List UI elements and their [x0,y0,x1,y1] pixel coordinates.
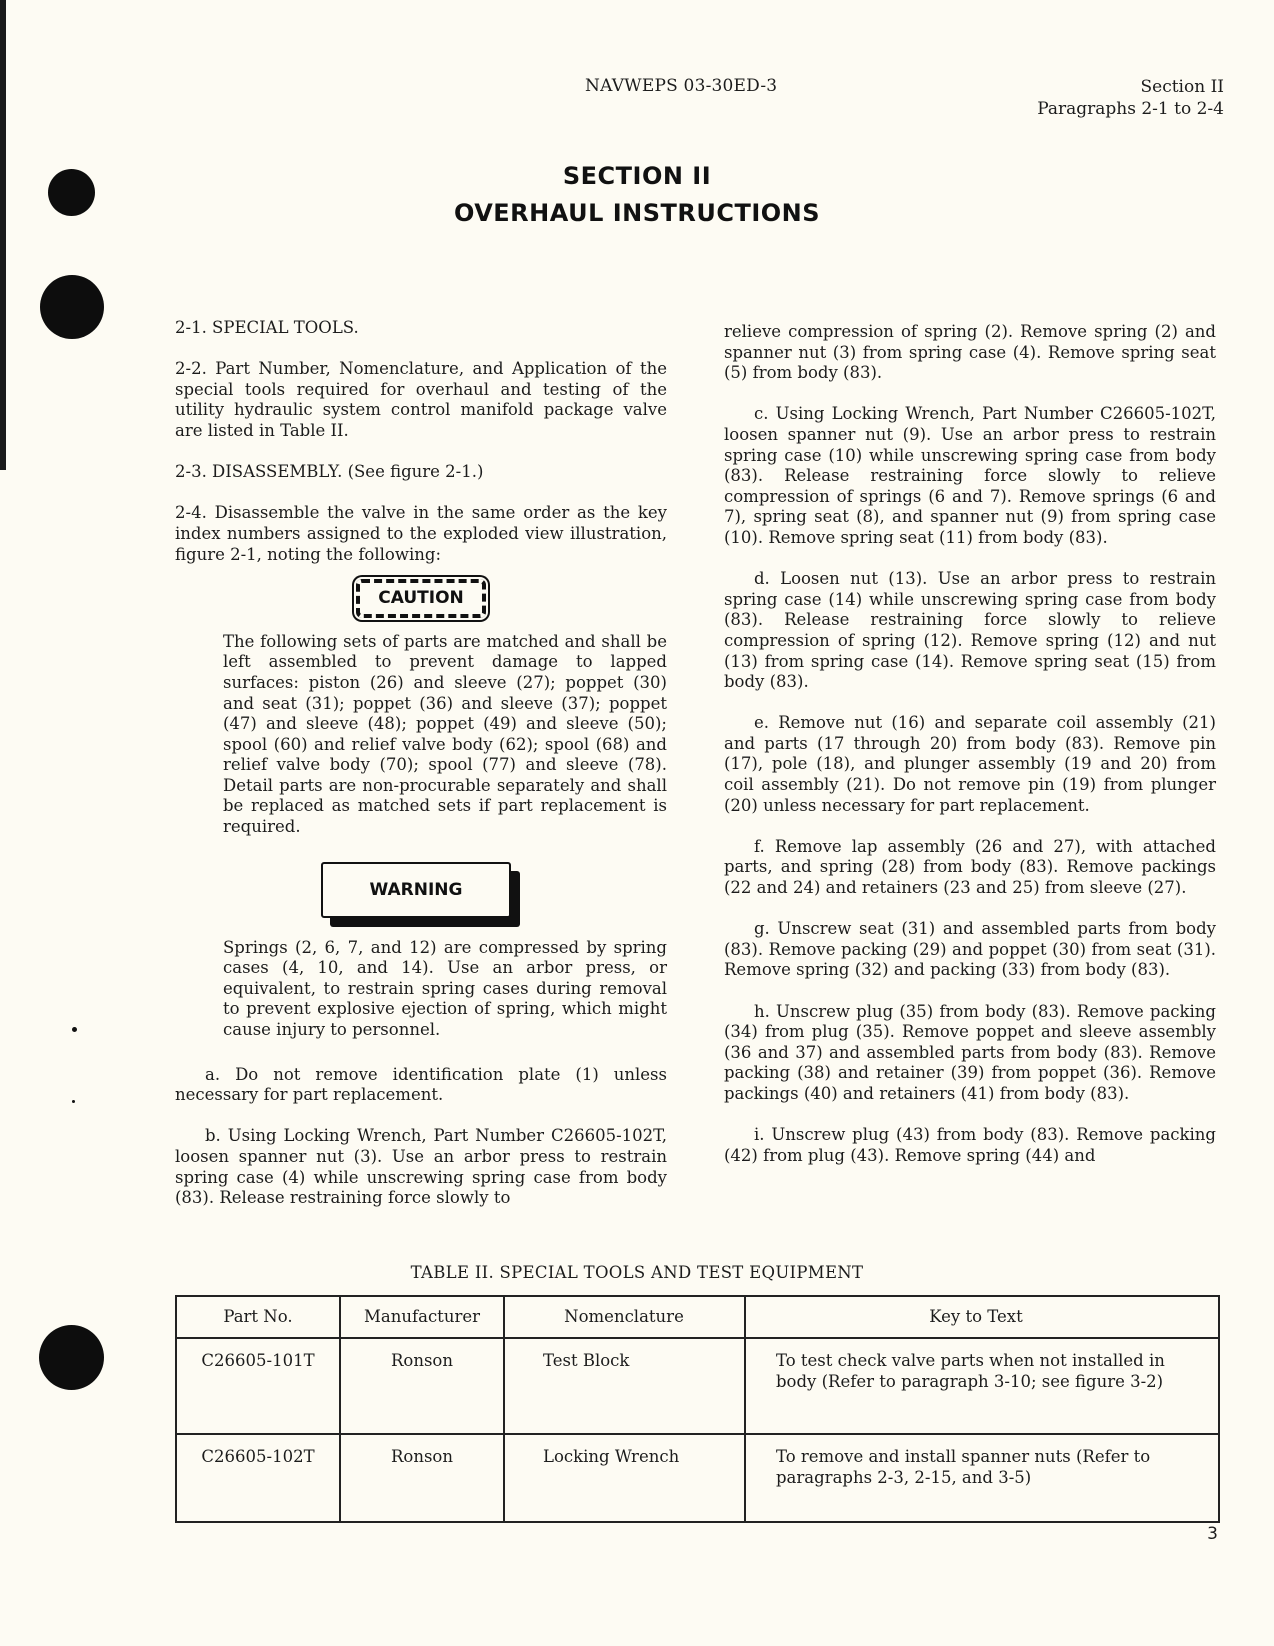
cell-nomenclature: Locking Wrench [504,1434,745,1522]
table-header-row [176,1296,1219,1338]
caution-banner [175,579,667,618]
page-title [0,158,1274,232]
caution-text: The following sets of parts are matched and shall be left assembled to prevent damage to lapped surfaces: piston (26) and sleeve (27); poppet (30) and seat (31); poppet (36) and sleeve (37); poppet (47) and sleeve (48); poppet (49) and sleeve (50); spool (60) and relief valve body (62); spool (68) and relief valve body (70); spool (77) and sleeve (78). Detail parts are non-procurable separately and shall be replaced as matched sets if part replacement is required. [223,631,667,837]
step-i: i. Unscrew plug (43) from body (83). Remove packing (42) from plug (43). Remove spring (44) and [724,1125,1216,1165]
step-b: b. Using Locking Wrench, Part Number C26605-102T, loosen spanner nut (3). Use an arbor press to restrain spring case (4) while unscrewing spring case from body (83). Release restraining force slowly to [175,1126,667,1208]
paragraph-2-3: 2-3. DISASSEMBLY. (See figure 2-1.) [175,462,484,482]
column-header-part-no: Part No. [176,1296,340,1338]
document-number: NAVWEPS 03-30ED-3 [585,76,778,96]
table-row [176,1434,1219,1522]
cell-nomenclature: Test Block [504,1338,745,1434]
column-header-manufacturer: Manufacturer [340,1296,504,1338]
cell-key-to-text: To remove and install spanner nuts (Refer to paragraphs 2-3, 2-15, and 3-5) [745,1434,1219,1522]
step-g: g. Unscrew seat (31) and assembled parts from body (83). Remove packing (29) and poppet (30) from seat (31). Remove spring (32) and packing (33) from body (83). [724,919,1216,980]
step-a: a. Do not remove identification plate (1) unless necessary for part replacement. [175,1064,667,1105]
table-row [176,1338,1219,1434]
warning-label: WARNING [321,862,511,918]
section-subheading: OVERHAUL INSTRUCTIONS [453,199,821,227]
warning-banner [175,862,667,918]
special-tools-table [175,1295,1220,1523]
cell-part-no: C26605-101T [176,1338,340,1434]
step-d: d. Loosen nut (13). Use an arbor press to restrain spring case (14) while unscrewing spring case from body (83). Release restraining force slowly to relieve compression of spring (12). Remove spring (12) and nut (13) from spring case (14). Remove spring seat (15) from body (83). [724,569,1216,692]
cell-manufacturer: Ronson [340,1338,504,1434]
speck-2 [72,1100,75,1103]
page-number: 3 [1207,1524,1218,1544]
step-c: c. Using Locking Wrench, Part Number C26605-102T, loosen spanner nut (9). Use an arbor press to restrain spring case (10) while unscrewing spring case from body (83). Release restraining force slowly to relieve compression of springs (6 and 7). Remove springs (6 and 7), spring seat (8), and spanner nut (9) from spring case (10). Remove spring seat (11) from body (83). [724,404,1216,547]
column-header-key-to-text: Key to Text [745,1296,1219,1338]
cell-part-no: C26605-102T [176,1434,340,1522]
right-column [724,322,1216,1187]
section-heading: SECTION II [562,162,712,190]
table-caption: TABLE II. SPECIAL TOOLS AND TEST EQUIPMENT [410,1263,864,1282]
punch-hole-3 [39,1325,104,1390]
binding-edge [0,0,6,470]
left-column [175,318,667,1229]
paragraph-2-4: 2-4. Disassemble the valve in the same order as the key index numbers assigned to the exploded view illustration, figure 2-1, noting the following: [175,503,667,564]
cell-key-to-text: To test check valve parts when not installed in body (Refer to paragraph 3-10; see figure 3-2) [745,1338,1219,1434]
paragraph-2-1: 2-1. SPECIAL TOOLS. [175,318,359,337]
section-reference [1037,76,1224,120]
step-h: h. Unscrew plug (35) from body (83). Remove packing (34) from plug (35). Remove poppet and sleeve assembly (36 and 37) and assembled parts from body (83). Remove packing (38) and retainer (39) from poppet (36). Remove packings (40) and retainers (41) from body (83). [724,1001,1216,1103]
step-e: e. Remove nut (16) and separate coil assembly (21) and parts (17 through 20) from body (83). Remove pin (17), pole (18), and plunger assembly (19 and 20) from coil assembly (21). Do not remove pin (19) from plunger (20) unless necessary for part replacement. [724,713,1216,815]
cell-manufacturer: Ronson [340,1434,504,1522]
punch-hole-2 [40,275,104,339]
speck-1 [72,1027,77,1032]
warning-text: Springs (2, 6, 7, and 12) are compressed by spring cases (4, 10, and 14). Use an arbor press, or equivalent, to restrain spring cases during removal to prevent explosive ejection of spring, which might cause injury to personnel. [223,937,667,1040]
column-header-nomenclature: Nomenclature [504,1296,745,1338]
paragraph-range: Paragraphs 2-1 to 2-4 [1037,99,1224,119]
caution-label: CAUTION [356,579,486,618]
step-f: f. Remove lap assembly (26 and 27), with attached parts, and spring (28) from body (83). Remove packings (22 and 24) and retainers (23 and 25) from sleeve (27). [724,836,1216,898]
paragraph-2-2: 2-2. Part Number, Nomenclature, and Application of the special tools required for overhaul and testing of the utility hydraulic system control manifold package valve are listed in Table II. [175,359,667,440]
caution-text-block [223,632,667,838]
warning-text-block [223,938,667,1041]
step-b-continued: relieve compression of spring (2). Remove spring (2) and spanner nut (3) from spring case (4). Remove spring seat (5) from body (83). [724,322,1216,383]
section-label: Section II [1140,77,1224,97]
